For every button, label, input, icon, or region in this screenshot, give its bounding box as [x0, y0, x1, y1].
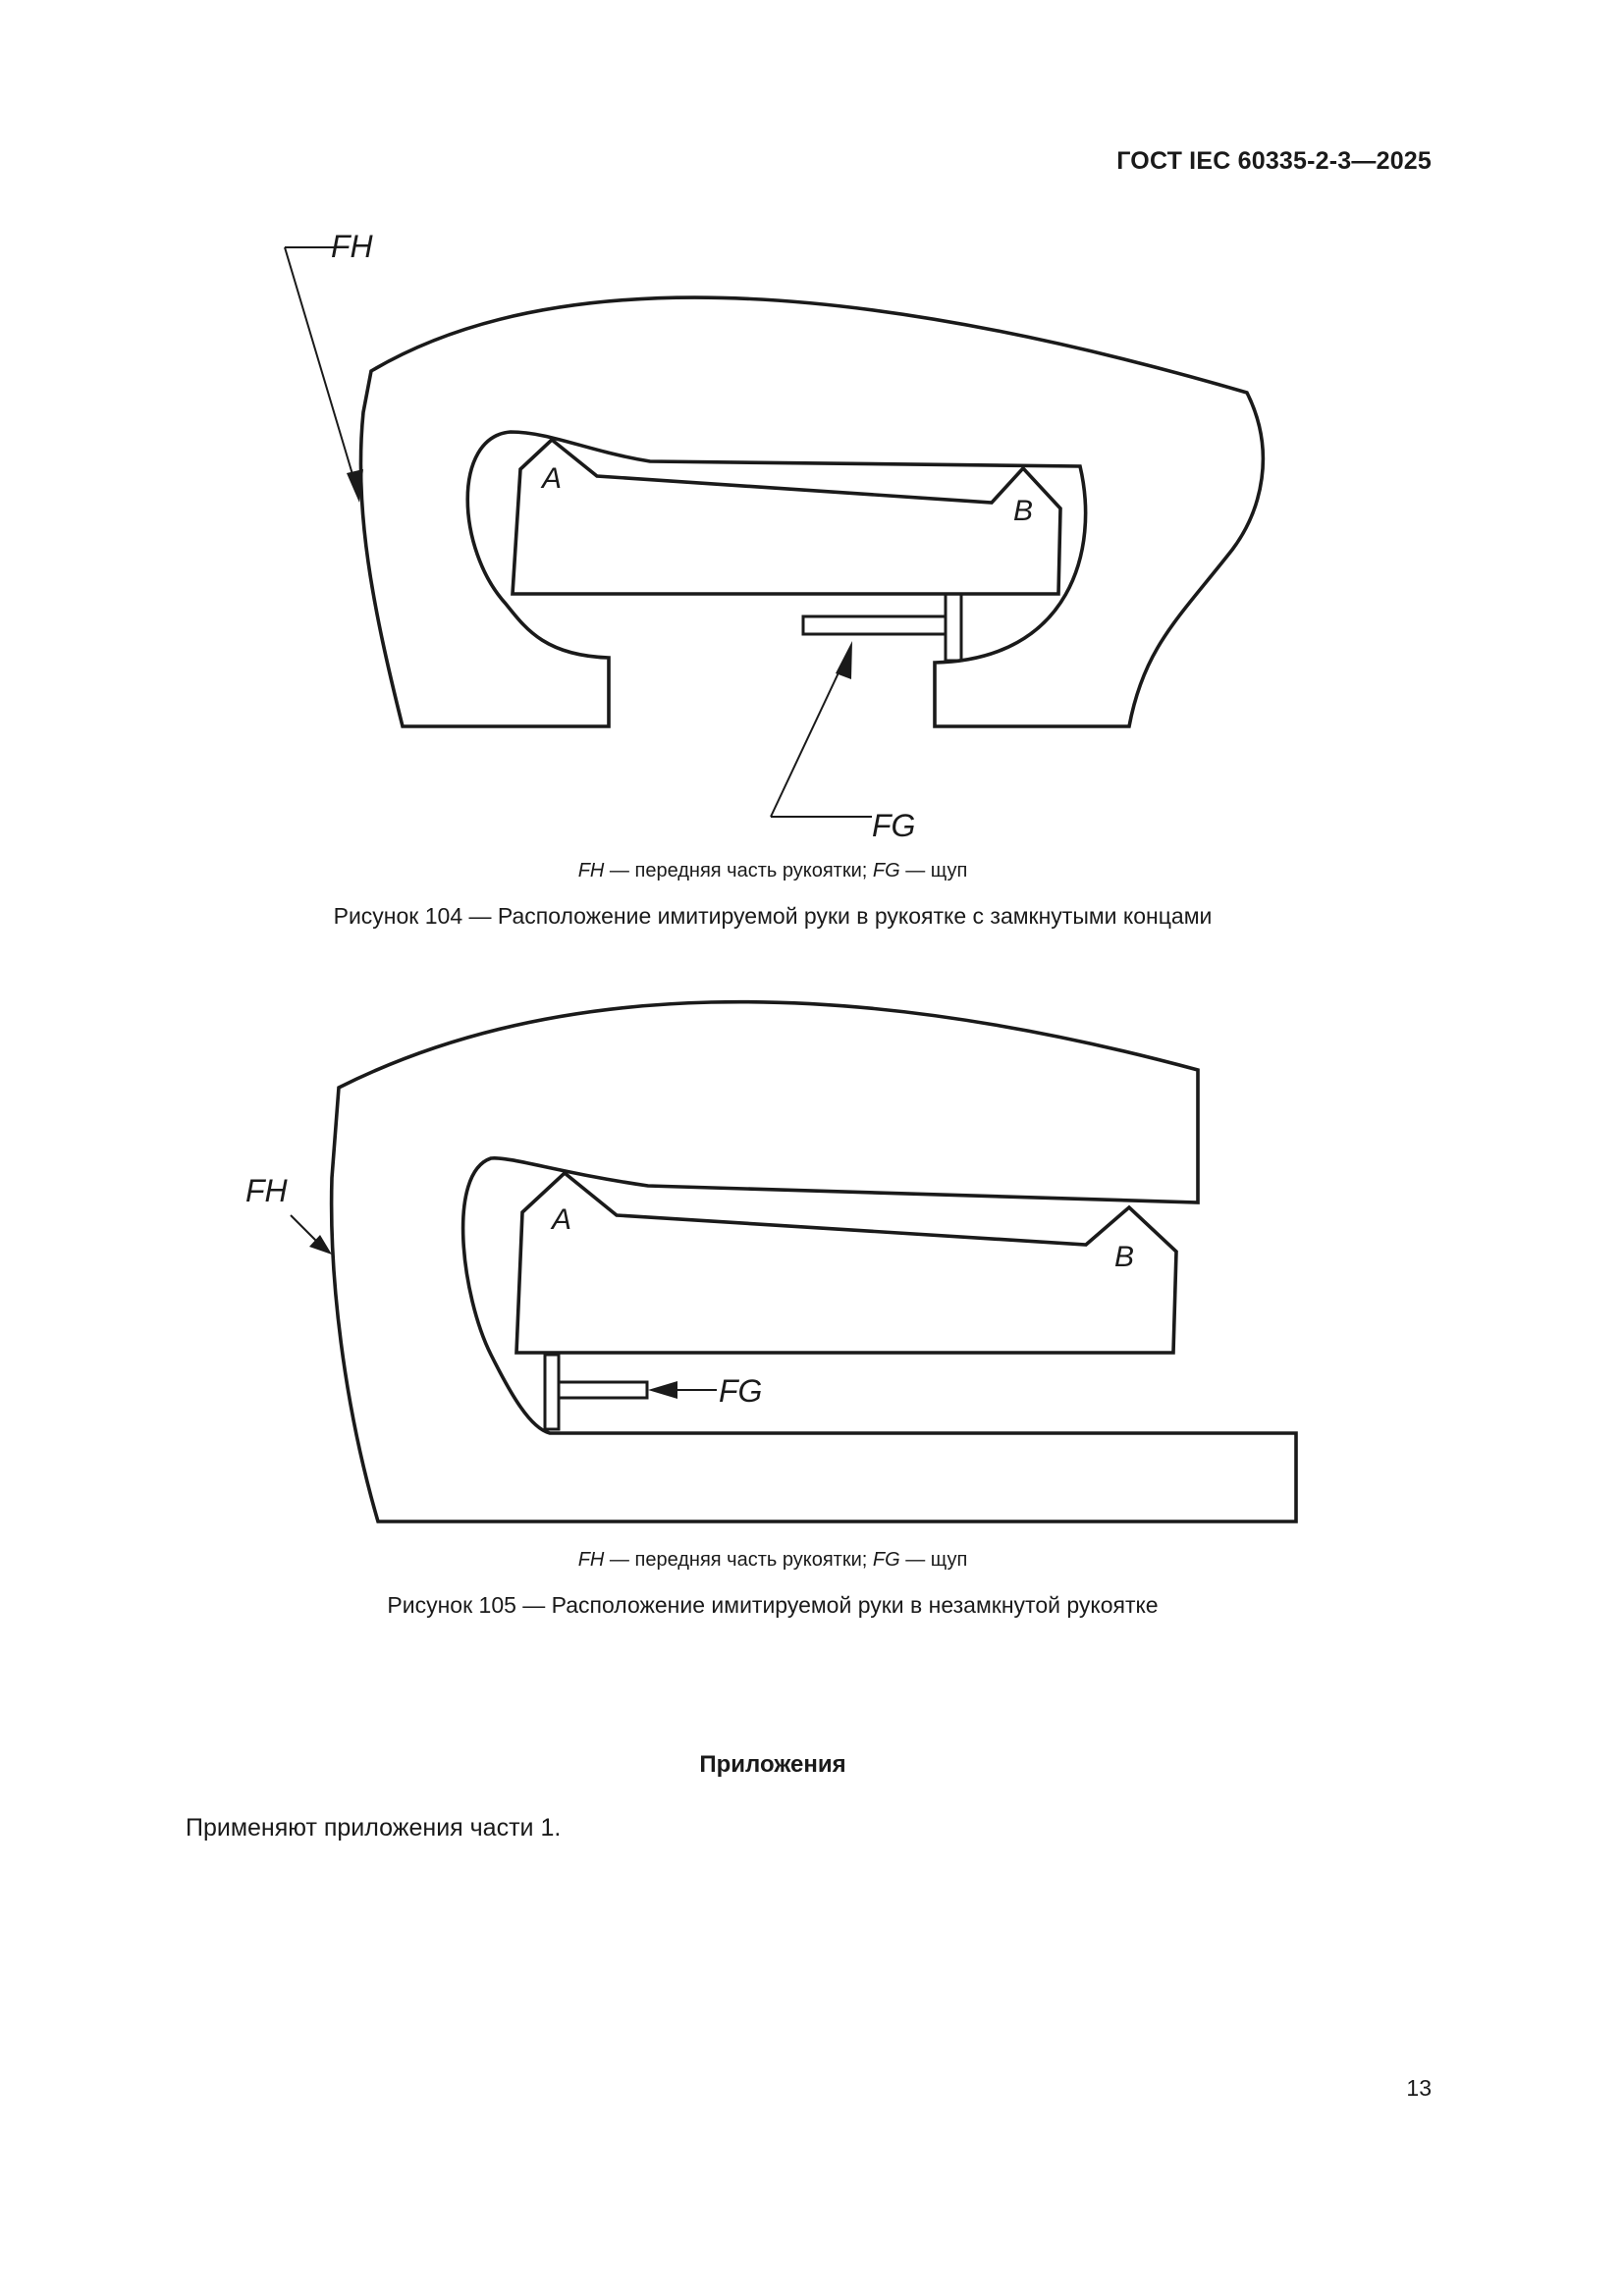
section-title: Приложения [699, 1751, 846, 1778]
legend-fg-term: FG [872, 1549, 900, 1571]
figure-105-legend [0, 1549, 1545, 1572]
probe-plate [545, 1355, 559, 1429]
fg-arrow-head [648, 1381, 677, 1399]
probe-rod [803, 616, 946, 634]
figure-104-caption: Рисунок 104 — Расположение имитируемой руки в рукоятке с замкнутыми концами [333, 903, 1213, 929]
document-code-header: ГОСТ IEC 60335-2-3—2025 [1116, 147, 1432, 175]
fh-label: FH [331, 229, 373, 264]
fg-leader-line [771, 650, 849, 817]
legend-fh-term: FH [577, 1549, 605, 1571]
legend-fh-text: — передняя часть рукоятки; [604, 860, 873, 881]
figure-105-caption: Рисунок 105 — Расположение имитируемой руки в незамкнутой рукоятке [387, 1592, 1159, 1618]
legend-fg-text: — щуп [899, 860, 968, 881]
fh-label: FH [245, 1173, 288, 1208]
figure-104-drawing [0, 216, 1624, 844]
handle-outer-outline [332, 1002, 1296, 1522]
probe-rod [559, 1382, 647, 1398]
fg-label: FG [719, 1373, 763, 1409]
point-a-label: A [552, 1203, 572, 1236]
figure-105-drawing [0, 982, 1624, 1541]
legend-fh-term: FH [577, 860, 605, 881]
point-b-label: B [1013, 495, 1034, 527]
legend-fh-text: — передняя часть рукоятки; [604, 1549, 873, 1571]
legend-fg-text: — щуп [899, 1549, 968, 1571]
fg-arrow-head [836, 641, 852, 679]
page-number: 13 [1406, 2075, 1432, 2101]
legend-fg-term: FG [872, 860, 900, 881]
handle-outer-outline [360, 297, 1263, 726]
fh-leader-line [285, 247, 357, 491]
section-body-text: Применяют приложения части 1. [186, 1814, 562, 1842]
figure-104-legend [0, 860, 1545, 882]
point-a-label: A [542, 462, 563, 495]
point-b-label: B [1114, 1241, 1135, 1273]
fg-label: FG [872, 808, 916, 843]
probe-plate [946, 594, 961, 661]
